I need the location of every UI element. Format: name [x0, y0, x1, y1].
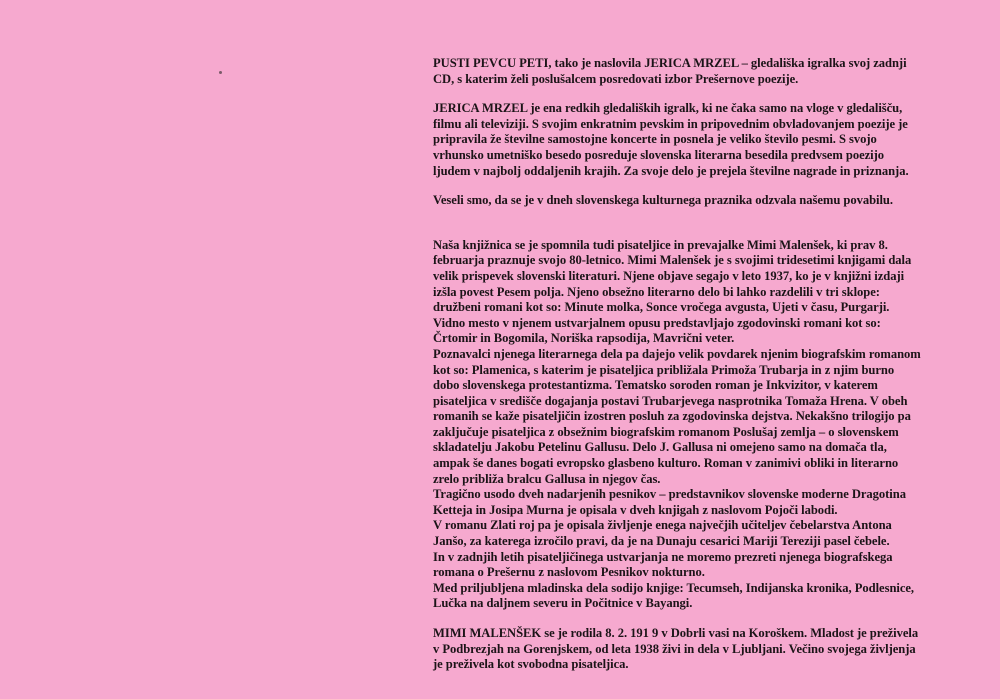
text-line: Naša knjižnica se je spomnila tudi pisateljice in prevajalke Mimi Malenšek, ki prav 8.: [433, 237, 888, 252]
text-line: romanih se kaže pisateljičin izostren posluh za zgodovinska dejstva. Nekakšno trilogijo pa: [433, 409, 911, 424]
text-line: zaključuje pisateljica z obsežnim biografskim romanom Poslušaj zemlja – o slovenskem: [433, 424, 899, 439]
text-line: MIMI MALENŠEK se je rodila 8. 2. 191 9 v Dobrli vasi na Koroškem. Mladost je preživela: [433, 626, 919, 640]
text-line: JERICA MRZEL je ena redkih gledaliških igralk, ki ne čaka samo na vloge v gledališču,: [433, 101, 903, 116]
text-line: Poznavalci njenega literarnega dela pa dajejo velik povdarek njenim biografskim romanom: [433, 346, 921, 361]
text-line: skladatelju Jakobu Petelinu Gallusu. Delo J. Gallusa ni omejeno samo na domača tla,: [433, 440, 887, 455]
paragraph-invitation: [433, 193, 963, 209]
paragraph-cd-intro: [433, 56, 963, 87]
text-line: Lučka na daljnem severu in Počitnice v Bayangi.: [433, 596, 693, 611]
text-line: Med priljubljena mladinska dela sodijo knjige: Tecumseh, Indijanska kronika, Podlesnice,: [433, 580, 915, 595]
text-line: romana o Prešernu z naslovom Pesnikov nokturno.: [433, 565, 705, 580]
paragraph-jerica-mrzel: [433, 101, 963, 179]
text-line: Janšo, za katerega izročilo pravi, da je na Dunaju cesarici Mariji Tereziji pasel čebele.: [433, 534, 890, 549]
document-text-column: [433, 56, 963, 673]
text-line: CD, s katerim želi poslušalcem posredovati izbor Prešernove poezije.: [433, 71, 799, 86]
text-line: In v zadnjih letih pisateljičinega ustvarjanja ne moremo prezreti njenega biografskega: [433, 549, 893, 564]
text-line: Vidno mesto v njenem ustvarjalnem opusu predstavljajo zgodovinski romani kot so:: [433, 315, 881, 330]
text-line: Ketteja in Josipa Murna je opisala v dveh knjigah z naslovom Pojoči labodi.: [433, 502, 838, 517]
paragraph-mimi-malensek-bio: [433, 626, 963, 673]
text-line: ampak še danes bogati evropsko glasbeno kulturo. Roman v zanimivi obliki in literarno: [433, 456, 899, 471]
text-line: je preživela kot svobodna pisateljica.: [433, 657, 629, 672]
text-line: ljudem v najbolj oddaljenih krajih. Za svoje delo je prejela številne nagrade in priznanja.: [433, 163, 909, 178]
text-line: kot so: Plamenica, s katerim je pisateljica približala Primoža Trubarja in z njim burno: [433, 362, 895, 377]
paper-speck: [219, 71, 222, 74]
text-line: družbeni romani kot so: Minute molka, Sonce vročega avgusta, Ujeti v času, Purgarji.: [433, 300, 890, 315]
text-line: filmu ali televiziji. S svojim enkratnim pevskim in pripovednim obvladovanjem poezije je: [433, 116, 908, 131]
text-line: dobo slovenskega protestantizma. Tematsko soroden roman je Inkvizitor, v katerem: [433, 378, 878, 393]
text-line: velik prispevek slovenski literaturi. Njene objave segajo v leto 1937, ko je v knjižni izdaji: [433, 268, 905, 283]
text-line: vrhunsko umetniško besedo posreduje slovenska literarna besedila predvsem poezijo: [433, 147, 884, 162]
paragraph-mimi-malensek-works: [433, 238, 963, 612]
text-line: Črtomir in Bogomila, Noriška rapsodija, Mavrični veter.: [433, 331, 735, 346]
text-line: Tragično usodo dveh nadarjenih pesnikov – predstavnikov slovenske moderne Dragotina: [433, 487, 906, 502]
text-line: PUSTI PEVCU PETI, tako je naslovila JERICA MRZEL – gledališka igralka svoj zadnji: [433, 56, 907, 70]
text-line: Veseli smo, da se je v dneh slovenskega kulturnega praznika odzvala našemu povabilu.: [433, 193, 893, 208]
text-line: februarja praznuje svojo 80-letnico. Mimi Malenšek je s svojimi tridesetimi knjigami dala: [433, 253, 912, 268]
text-line: pripravila že številne samostojne koncerte in posnela je veliko število pesmi. S svojo: [433, 132, 877, 147]
text-line: izšla povest Pesem polja. Njeno obsežno literarno delo bi lahko razdelili v tri sklope:: [433, 284, 880, 299]
text-line: zrelo približa bralcu Gallusa in njegov čas.: [433, 471, 661, 486]
text-line: v Podbrezjah na Gorenjskem, od leta 1938 živi in dela v Ljubljani. Večino svojega življenja: [433, 641, 916, 656]
text-line: pisateljica v središče dogajanja postavi Trubarjevega nasprotnika Tomaža Hrena. V obeh: [433, 393, 908, 408]
text-line: V romanu Zlati roj pa je opisala življenje enega največjih učiteljev čebelarstva Antona: [433, 518, 892, 533]
